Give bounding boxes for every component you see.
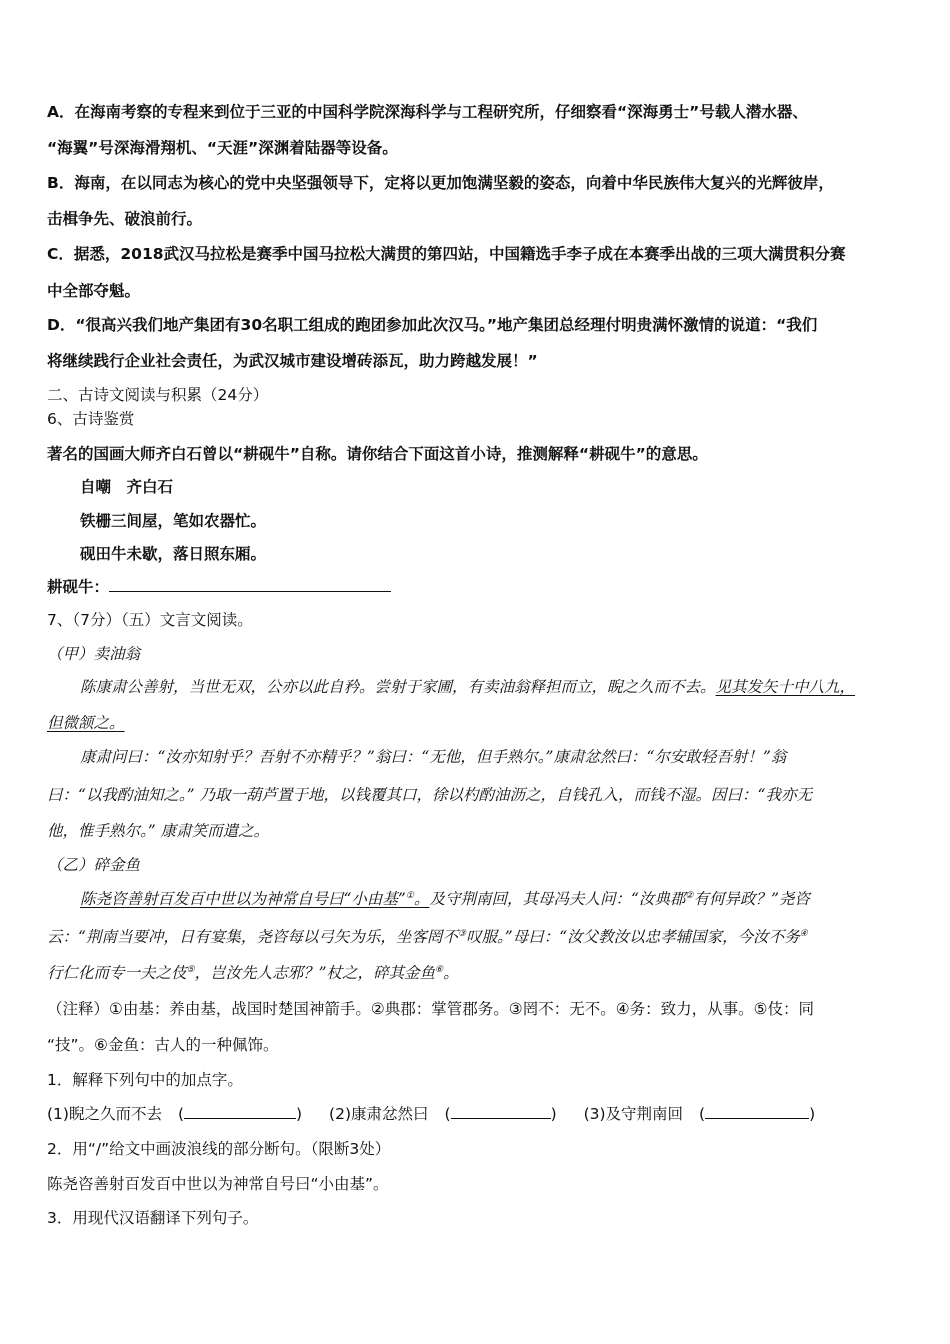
passage-yi-line-1	[80, 888, 810, 910]
option-d-line-2: 将继续践行企业社会责任，为武汉城市建设增砖添瓦，助力跨越发展！”	[47, 352, 538, 370]
punct: 。	[413, 890, 430, 908]
passage-text: 云：“荆南当要冲，日有宴集，尧咨每以弓矢为乐，坐客罔不	[47, 928, 458, 946]
sub1-item-1-label: (1)睨之久而不去	[47, 1105, 162, 1123]
poem-title: 自嘲 齐白石	[80, 477, 174, 496]
poem-line-1: 铁栅三间屋，笔如农器忙。	[80, 511, 267, 530]
passage-yi-line-2	[47, 926, 808, 948]
passage-jia-p1-line-2: 但微颔之。	[47, 714, 125, 732]
poem-line-2: 砚田牛未歇，落日照东厢。	[80, 544, 267, 563]
subquestion-3-title: 3．用现代汉语翻译下列句子。	[47, 1209, 259, 1227]
option-a-line-1: A．在海南考察的专程来到位于三亚的中国科学院深海科学与工程研究所，仔细察看“深海勇士”号载人潜水器、	[47, 103, 808, 121]
passage-yi-title: （乙）碎金鱼	[47, 856, 141, 874]
subquestion-2-title: 2．用“/”给文中画波浪线的部分断句。（限断3处）	[47, 1140, 391, 1158]
sub1-item-2-label: (2)康肃忿然曰	[329, 1105, 429, 1123]
note-marker: ⑥	[435, 965, 444, 975]
sub1-item-3-label: (3)及守荆南回	[583, 1105, 684, 1123]
passage-yi-line-3	[47, 962, 459, 984]
option-b-line-2: 击楫争先、破浪前行。	[47, 210, 203, 228]
passage-jia-p2-line-1: 康肃问曰：“汝亦知射乎？吾射不亦精乎？”翁曰：“无他，但手熟尔。”康肃忿然曰：“尔安敢轻吾射！”翁	[80, 748, 787, 766]
option-d-line-1: D．“很高兴我们地产集团有30名职工组成的跑团参加此次汉马。”地产集团总经理付明贵满怀激情的说道：“我们	[47, 316, 818, 334]
passage-text: 及守荆南回，其母冯夫人问：“汝典郡	[429, 890, 686, 908]
question-7-title: 7、（7分）（五）文言文阅读。	[47, 611, 253, 629]
sub1-item-2-blank[interactable]	[451, 1102, 551, 1119]
passage-text: 有何异政？”尧咨	[693, 890, 810, 908]
passage-text: 陈康肃公善射，当世无双，公亦以此自矜。尝射于家圃，有卖油翁释担而立，睨之久而不去。	[80, 678, 716, 696]
note-marker: ⑤	[186, 965, 195, 975]
note-marker: ③	[457, 929, 467, 939]
passage-text: ，岂汝先人志邪？”杖之，碎其金鱼	[194, 964, 436, 982]
passage-text: 行仁化而专一夫之伎	[47, 964, 187, 982]
option-c-line-1: C．据悉，2018武汉马拉松是赛季中国马拉松大满贯的第四站，中国籍选手李子成在本赛季出战的三项大满贯积分赛	[47, 245, 846, 263]
subquestion-1-title: 1．解释下列句中的加点字。	[47, 1071, 243, 1089]
passage-text: 。	[443, 964, 459, 982]
question-6-prompt: 著名的国画大师齐白石曾以“耕砚牛”自称。请你结合下面这首小诗，推测解释“耕砚牛”的意思。	[47, 445, 708, 463]
option-a-line-2: “海翼”号深海滑翔机、“天涯”深渊着陆器等设备。	[47, 139, 398, 157]
subquestion-2-sentence: 陈尧咨善射百发百中世以为神常自号曰“小由基”。	[47, 1175, 389, 1193]
note-marker: ④	[799, 929, 808, 939]
wavy-underlined-text: 见其发矢十中八九，	[715, 678, 856, 696]
underlined-text: 陈尧咨善射百发百中世以为神常自号曰“小由基”	[80, 890, 406, 908]
sub1-item-3-blank[interactable]	[705, 1102, 809, 1119]
notes-line-1: （注释）①由基：养由基，战国时楚国神箭手。②典郡：掌管郡务。③罔不：无不。④务：致力，从事。⑤伎：同	[47, 1000, 814, 1018]
passage-jia-p2-line-2: 曰：“以我酌油知之。” 乃取一葫芦置于地，以钱覆其口，徐以杓酌油沥之，自钱孔入，而钱不湿。因曰：“我亦无	[47, 786, 812, 804]
note-marker: ②	[685, 891, 694, 901]
option-c-line-2: 中全部夺魁。	[47, 282, 141, 300]
section-heading: 二、古诗文阅读与积累（24分）	[47, 386, 269, 404]
option-b-line-1: B．海南，在以同志为核心的党中央坚强领导下，定将以更加饱满坚毅的姿态，向着中华民族伟大复兴的光辉彼岸，	[47, 174, 834, 192]
answer-blank[interactable]	[109, 575, 391, 592]
passage-jia-p1-line-1	[80, 676, 905, 698]
note-marker: ①	[405, 891, 414, 901]
sub1-item-1-blank[interactable]	[184, 1102, 296, 1119]
answer-row	[47, 575, 391, 598]
passage-text: 叹服。”母曰：“汝父教汝以忠孝辅国家，今汝不务	[466, 928, 800, 946]
notes-line-2: “技”。⑥金鱼：古人的一种佩饰。	[47, 1036, 279, 1054]
passage-jia-title: （甲）卖油翁	[47, 645, 141, 663]
question-6-title: 6、古诗鉴赏	[47, 410, 135, 428]
wavy-underlined-sentence	[80, 890, 429, 908]
passage-jia-p2-line-3: 他，惟手熟尔。” 康肃笑而遣之。	[47, 822, 270, 840]
subquestion-1-items: (1)睨之久而不去 ( ) (2)康肃忿然曰 ( ) (3)及守荆南回 ( )	[47, 1102, 815, 1125]
answer-label: 耕砚牛：	[47, 578, 110, 596]
